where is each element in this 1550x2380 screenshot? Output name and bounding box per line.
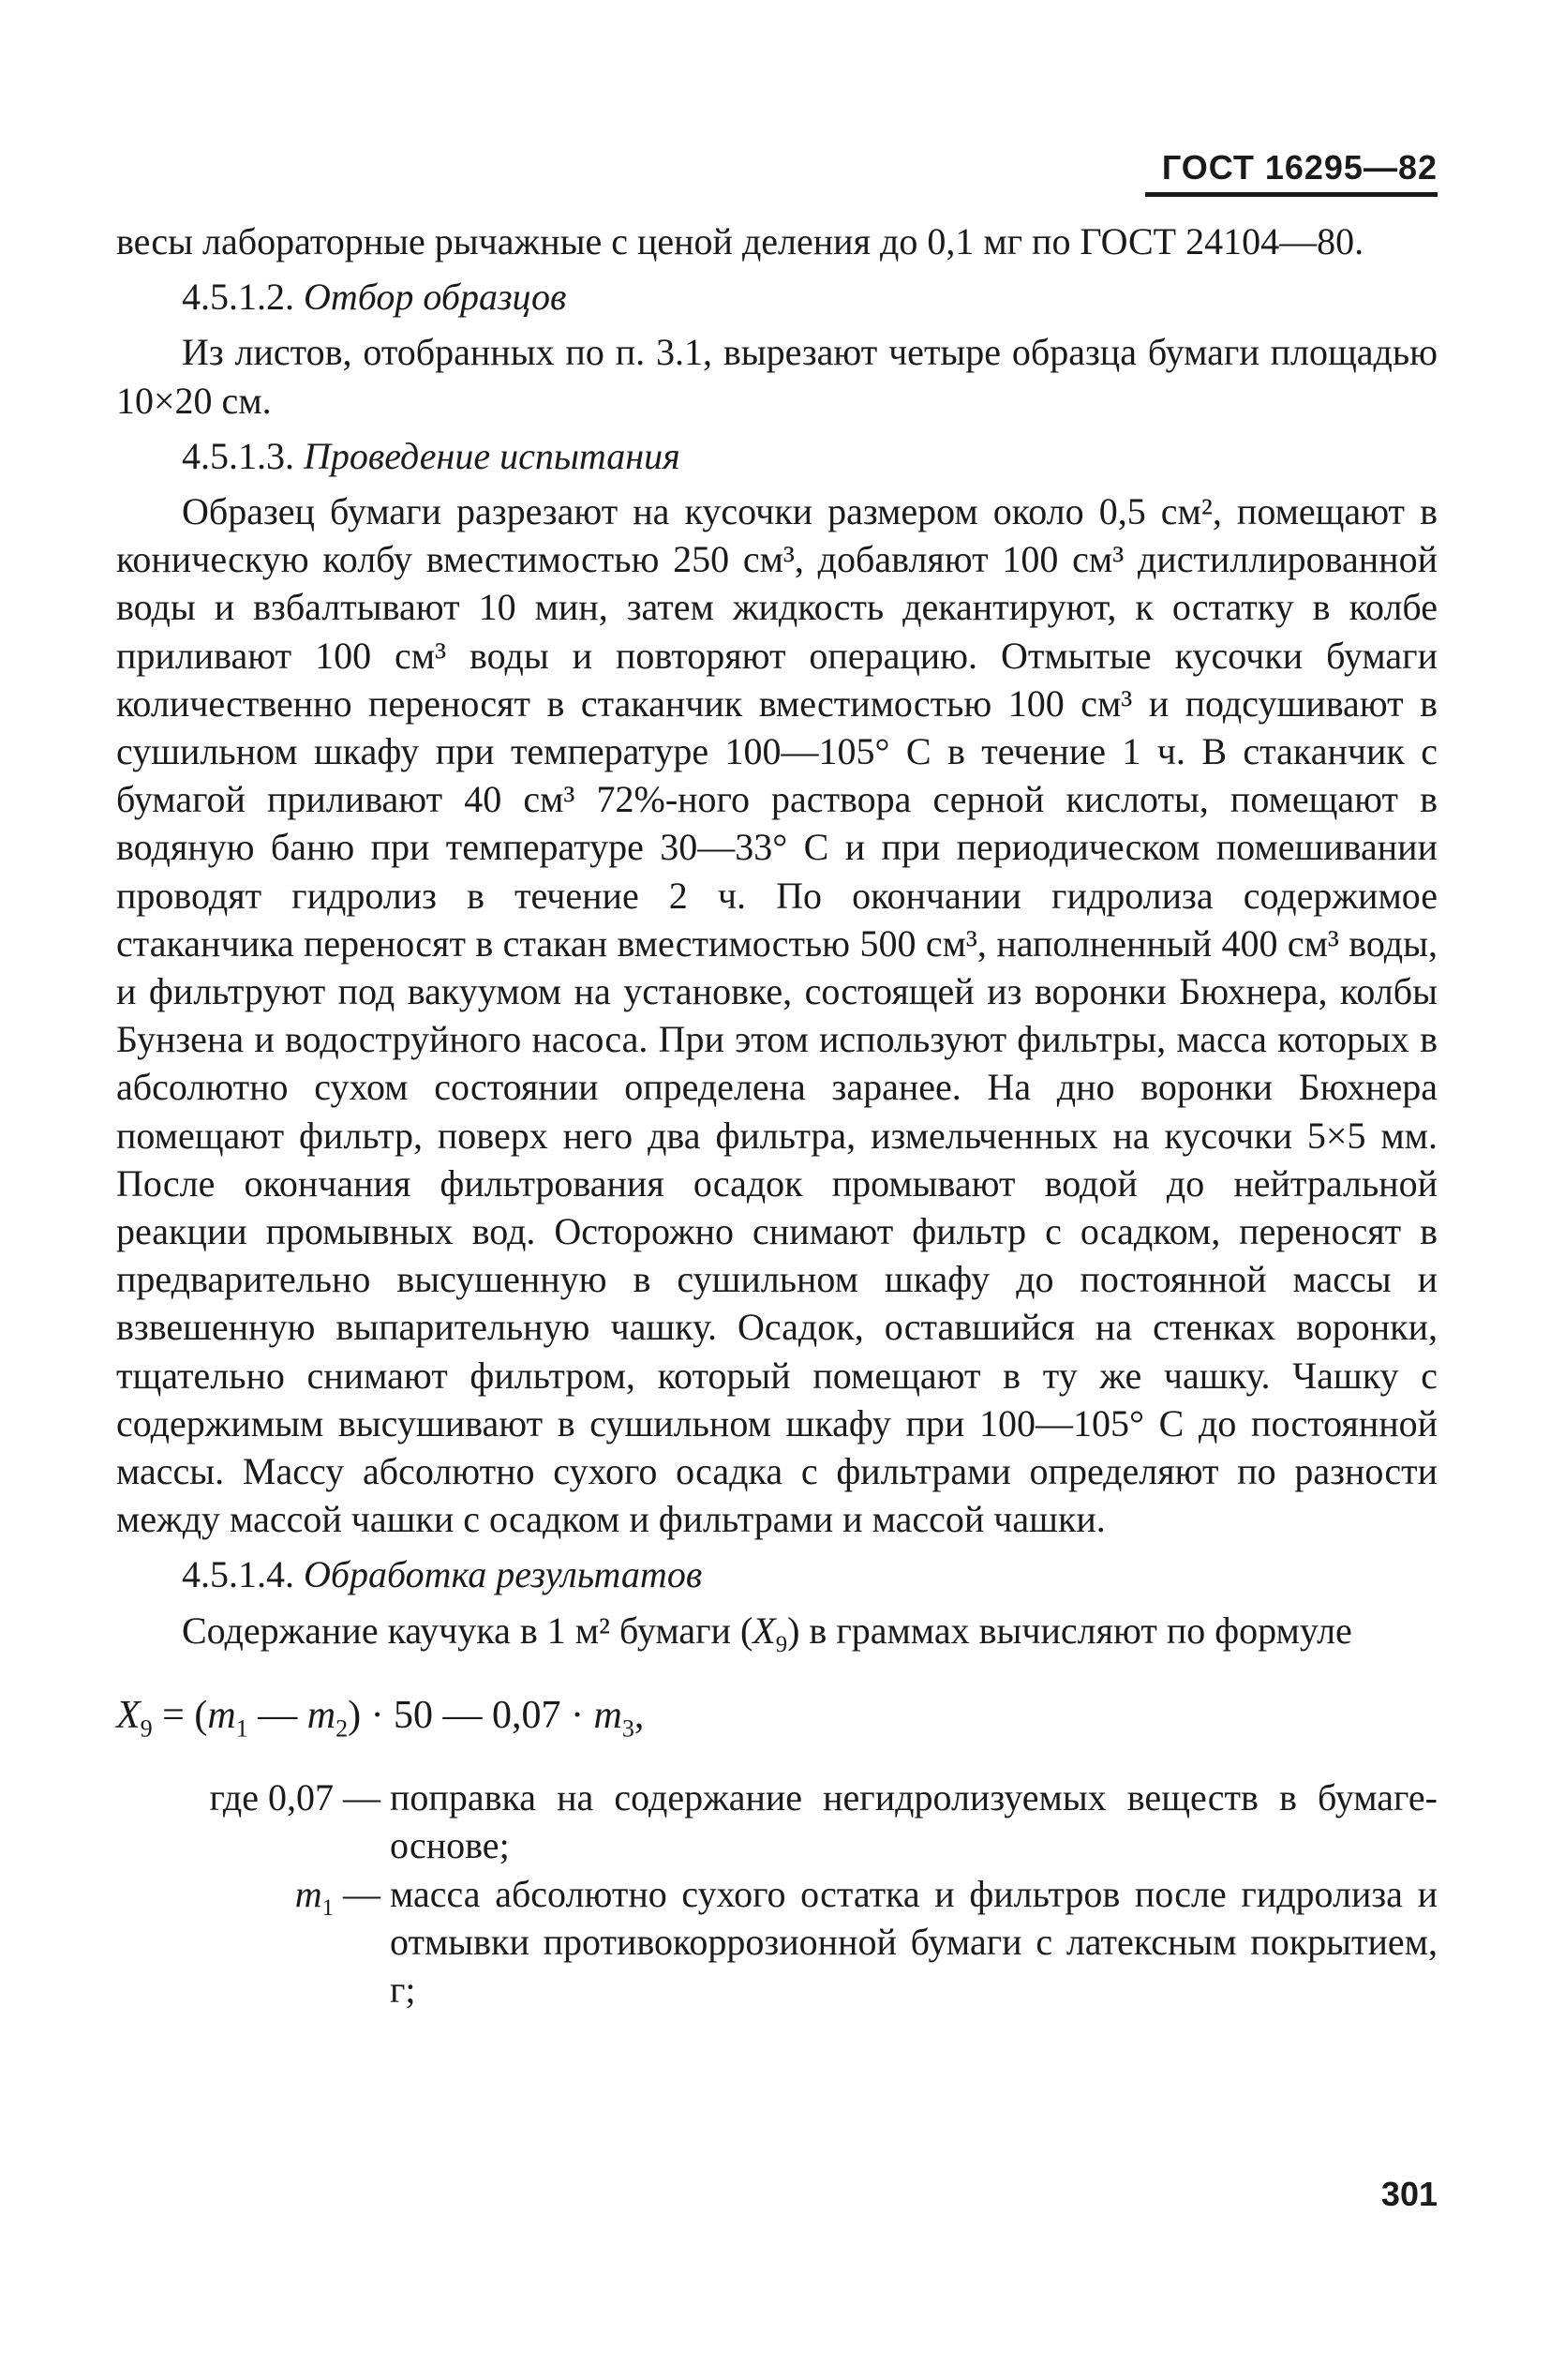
definition-text: масса абсолютно сухого остатка и фильтров после гидролиза и отмывки противокоррозионной бумаги с латексным покрытием, г;: [390, 1872, 1438, 2011]
section-heading-testing: [116, 432, 1438, 480]
definition-row: [116, 1870, 1438, 2014]
body-text: [116, 217, 1438, 2013]
section-title: Обработка результатов: [304, 1553, 703, 1596]
paragraph-results: Содержание каучука в 1 м² бумаги $(X_9)$ в граммах вычисляют по формуле: [182, 1609, 1352, 1657]
header-rule: [1145, 192, 1438, 197]
definition-dash: —: [343, 1872, 380, 1915]
definition-text: поправка на содержание негидролизуемых веществ в бумаге-основе;: [390, 1776, 1438, 1867]
definition-dash: —: [343, 1776, 380, 1819]
section-number: 4.5.1.2.: [182, 276, 294, 319]
section-title: Проведение испытания: [304, 434, 680, 477]
paragraph-sampling: Из листов, отобранных по п. 3.1, вырезают четыре образца бумаги площадью 10×20 см.: [116, 331, 1438, 422]
section-title: Отбор образцов: [304, 276, 567, 319]
paragraph-testing-procedure: Образец бумаги разрезают на кусочки размером около 0,5 см², помещают в коническую колбу вместимостью 250 см³, добавляют 100 см³ дистиллированной воды и взбалтывают 10 мин, затем жидкость декантируют, к остатку в колбе приливают 100 см³ воды и повторяют операцию. Отмытые кусочки бумаги количественно переносят в стаканчик вместимостью 100 см³ и подсушивают в сушильном шкафу при температуре 100—105° С в течение 1 ч. В стаканчик с бумагой приливают 40 см³ 72%-ного раствора серной кислоты, помещают в водяную баню при температуре 30—33° С и при периодическом помешивании проводят гидролиз в течение 2 ч. По окончании гидролиза содержимое стаканчика переносят в стакан вместимостью 500 см³, наполненный 400 см³ воды, и фильтруют под вакуумом на установке, состоящей из воронки Бюхнера, колбы Бунзена и водоструйного насоса. При этом используют фильтры, масса которых в абсолютно сухом состоянии определена заранее. На дно воронки Бюхнера помещают фильтр, поверх него два фильтра, измельченных на кусочки 5×5 мм. После окончания фильтрования осадок промывают водой до нейтральной реакции промывных вод. Осторожно снимают фильтр с осадком, переносят в предварительно высушенную в сушильном шкафу до постоянной массы и взвешенную выпарительную чашку. Осадок, оставшийся на стенках воронки, тщательно снимают фильтром, который помещают в ту же чашку. Чашку с содержимым высушивают в сушильном шкафу при 100—105° С до постоянной массы. Массу абсолютно сухого осадка с фильтрами определяют по разности между массой чашки с осадком и фильтрами и массой чашки.: [116, 490, 1438, 1541]
section-number: 4.5.1.4.: [182, 1553, 294, 1596]
definition-symbol: где 0,07: [209, 1776, 334, 1819]
page-number: 301: [1380, 2175, 1438, 2213]
standard-header: ГОСТ 16295—82: [1161, 148, 1438, 187]
definition-row: [116, 1774, 1438, 1869]
definition-symbol: $m_1$: [294, 1872, 334, 1921]
paragraph-equipment: весы лабораторные рычажные с ценой деления до 0,1 мг по ГОСТ 24104—80.: [116, 220, 1364, 262]
definitions-list: [116, 1774, 1438, 2013]
section-heading-results: [116, 1550, 1438, 1598]
section-number: 4.5.1.3.: [182, 434, 294, 477]
section-heading-sampling: [116, 273, 1438, 321]
formula: $X_9 = (m_1$ — $m_2) \cdot 50$ — $0,07 \cdot m_3$,: [116, 1693, 645, 1743]
